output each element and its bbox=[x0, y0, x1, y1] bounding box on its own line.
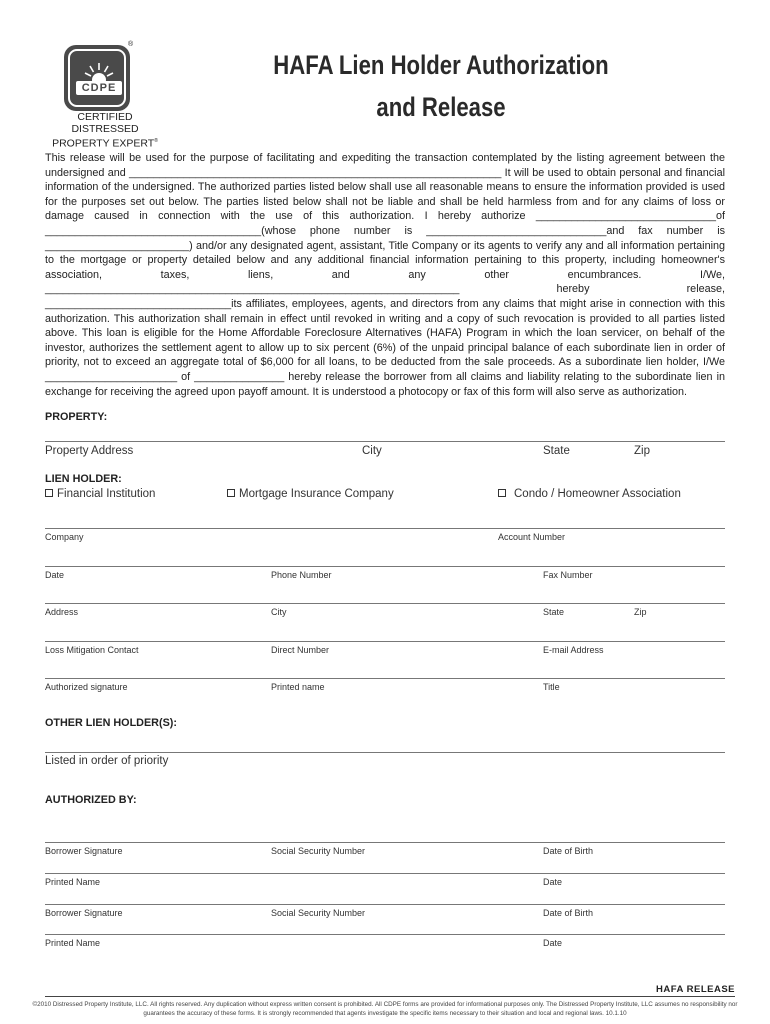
option-condo-hoa[interactable]: Condo / Homeowner Association bbox=[498, 488, 681, 500]
property-address-label: Property Address bbox=[45, 445, 134, 457]
option-mortgage-insurance[interactable]: Mortgage Insurance Company bbox=[227, 488, 394, 500]
date-phone-fax-line[interactable] bbox=[45, 566, 725, 567]
checkbox-icon[interactable] bbox=[498, 489, 506, 497]
city-label: City bbox=[271, 607, 287, 617]
company-label: Company bbox=[45, 532, 84, 542]
document-title bbox=[257, 44, 626, 128]
borrower-signature-line-2[interactable] bbox=[45, 904, 725, 905]
phone-number-label: Phone Number bbox=[271, 570, 332, 580]
email-address-label: E-mail Address bbox=[543, 645, 604, 655]
title-label: Title bbox=[543, 682, 560, 692]
release-paragraph: This release will be used for the purpose of facilitating and expediting the transaction contemplated by the listing agreement between the undersigned and ______________________________________________________________ It will be used to obtain personal and financial information of the undersigned. The authorized parties listed below shall use all reasonable means to ensure the information provided is used for the purposes set out below. The parties listed below shall not be liable and shall be held harmless from and for any claims of loss or damage caused in connection with the use of this authorization. I hereby authorize ______________________________of ____________________________________(whose phone number is ______________________________and fax number is ________________________) and/or any designated agent, assistant, Title Company or its agents to verify any and all information pertaining to the mortgage or property detailed below and any additional financial information pertaining to this property, including homeowner's association, taxes, liens, and any other encumbrances. I/We, _____________________________________________________________________ hereby release, _______________________________its affiliates, employees, agents, and directors from any claims that might arise in connection with this authorization. This authorization shall remain in effect until revoked in writing and a copy of such revocation is provided to all parties listed above. This loan is eligible for the Home Affordable Foreclosure Alternatives (HAFA) Program in which the loan servicer, on behalf of the investor, authorizes the settlement agent to allow up to six percent (6%) of the unpaid principal balance of each subordinate lien in order of priority, not to exceed an aggregate total of $6,000 for all loans, to be deducted from the sale proceeds. As a subordinate lien holder, I/We ______________________ of _______________ hereby release the borrower from all claims and liability relating to the subordinate lien in exchange for receiving the agreed upon payoff amount. It is understood a photocopy or fax of this form will also serve as authorization. bbox=[45, 152, 725, 398]
borrower-signature-label-1: Borrower Signature bbox=[45, 846, 123, 856]
property-zip-label: Zip bbox=[634, 445, 650, 457]
ssn-label-1: Social Security Number bbox=[271, 846, 366, 856]
other-lien-holders-heading: OTHER LIEN HOLDER(S): bbox=[45, 717, 177, 729]
zip-label: Zip bbox=[634, 607, 647, 617]
fax-number-label: Fax Number bbox=[543, 570, 593, 580]
property-state-label: State bbox=[543, 445, 570, 457]
logo-caption bbox=[44, 111, 166, 150]
footer-tag: HAFA RELEASE bbox=[656, 984, 736, 995]
cdpe-logo bbox=[64, 45, 130, 111]
title-line1: HAFA Lien Holder Authorization bbox=[273, 50, 609, 80]
logo-frame bbox=[68, 49, 126, 107]
lien-holder-heading: LIEN HOLDER: bbox=[45, 473, 122, 485]
checkbox-icon[interactable] bbox=[45, 489, 53, 497]
dob-label-1: Date of Birth bbox=[543, 846, 594, 856]
company-line[interactable] bbox=[45, 528, 725, 529]
direct-number-label: Direct Number bbox=[271, 645, 330, 655]
address-line[interactable] bbox=[45, 603, 725, 604]
footer-divider bbox=[45, 996, 735, 997]
other-lien-holders-line[interactable] bbox=[45, 752, 725, 753]
borrower-signature-line-1[interactable] bbox=[45, 842, 725, 843]
property-heading: PROPERTY: bbox=[45, 411, 108, 423]
dob-label-2: Date of Birth bbox=[543, 908, 594, 918]
state-label: State bbox=[543, 607, 565, 617]
date-label: Date bbox=[45, 570, 65, 580]
account-number-label: Account Number bbox=[498, 532, 566, 542]
property-address-line[interactable] bbox=[45, 441, 725, 442]
date-label-2: Date bbox=[543, 938, 563, 948]
logo-caption-line2: PROPERTY EXPERT® bbox=[52, 137, 158, 150]
contact-line[interactable] bbox=[45, 641, 725, 642]
authorized-signature-label: Authorized signature bbox=[45, 682, 128, 692]
ssn-label-2: Social Security Number bbox=[271, 908, 366, 918]
signature-line[interactable] bbox=[45, 678, 725, 679]
printed-name-label-1: Printed Name bbox=[45, 877, 101, 887]
listed-in-order-label: Listed in order of priority bbox=[45, 755, 169, 767]
option-financial-institution[interactable]: Financial Institution bbox=[45, 488, 155, 500]
logo-caption-line1: CERTIFIED DISTRESSED bbox=[71, 111, 139, 135]
authorized-by-heading: AUTHORIZED BY: bbox=[45, 794, 137, 806]
printed-name-line-1[interactable] bbox=[45, 873, 725, 874]
copyright-notice: ©2010 Distressed Property Institute, LLC. All rights reserved. Any duplication without express written consent is prohibited. All CDPE forms are provided for informational purposes only. The Distressed Property Institute, LLC assumes no responsibility nor guarantees the accuracy of these forms. It is strongly recommended that agents investigate the specific items necessary to their situation and local and regional laws. 10.1.10 bbox=[32, 1001, 738, 1017]
logo-wordmark: CDPE bbox=[76, 81, 122, 95]
borrower-signature-label-2: Borrower Signature bbox=[45, 908, 123, 918]
date-label-1: Date bbox=[543, 877, 563, 887]
printed-name-label-2: Printed Name bbox=[45, 938, 101, 948]
printed-name-label: Printed name bbox=[271, 682, 325, 692]
title-line2: and Release bbox=[376, 92, 506, 122]
loss-mitigation-label: Loss Mitigation Contact bbox=[45, 645, 139, 655]
address-label: Address bbox=[45, 607, 79, 617]
checkbox-icon[interactable] bbox=[227, 489, 235, 497]
logo-registered-mark: ® bbox=[128, 41, 134, 48]
printed-name-line-2[interactable] bbox=[45, 934, 725, 935]
property-city-label: City bbox=[362, 445, 382, 457]
